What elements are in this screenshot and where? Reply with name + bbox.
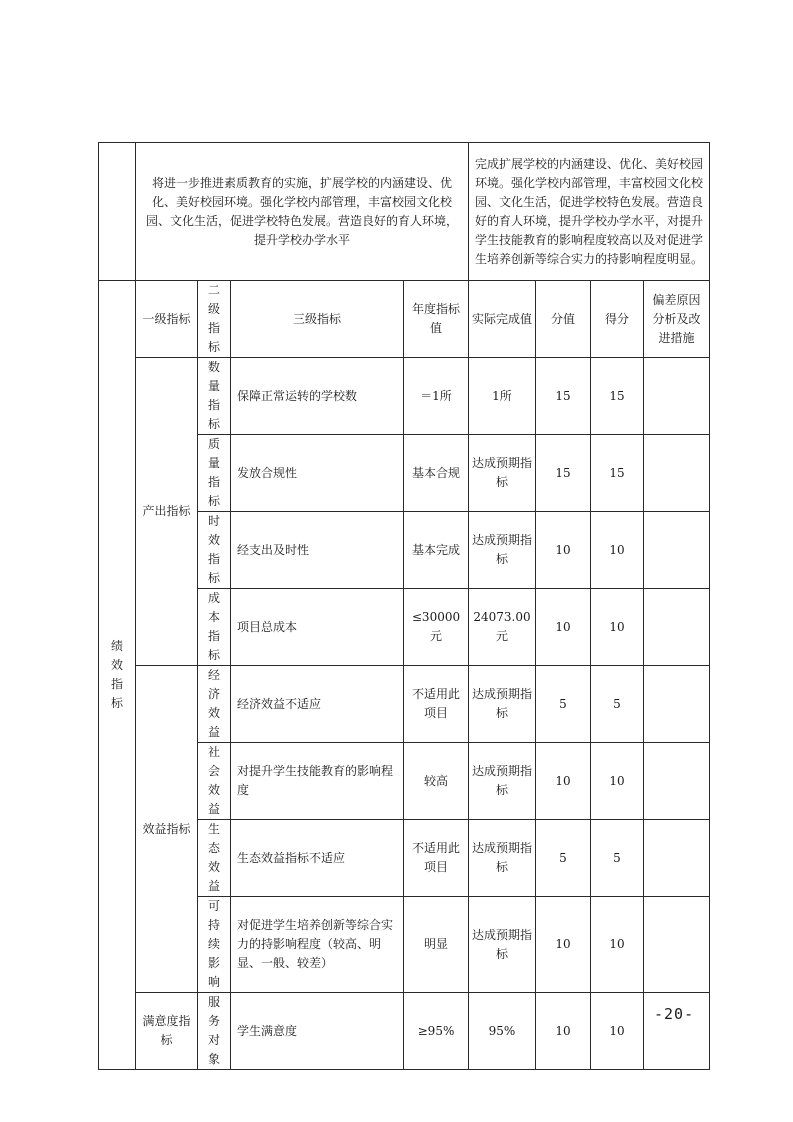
level3-cell: 学生满意度 bbox=[231, 993, 404, 1070]
level1-satisfaction: 满意度指标 bbox=[136, 993, 198, 1070]
level2-cell: 可持续影响 bbox=[198, 897, 231, 993]
header-level1: 一级指标 bbox=[136, 281, 198, 358]
target-cell: ≥95% bbox=[404, 993, 469, 1070]
header-level2: 二级指标 bbox=[198, 281, 231, 358]
target-cell: 较高 bbox=[404, 743, 469, 820]
header-score: 得分 bbox=[591, 281, 644, 358]
deviation-cell bbox=[644, 435, 710, 512]
actual-cell: 达成预期指标 bbox=[469, 512, 536, 589]
planned-goal-cell bbox=[136, 143, 469, 281]
points-cell: 15 bbox=[536, 358, 591, 435]
points-cell: 15 bbox=[536, 435, 591, 512]
header-score-value: 分值 bbox=[536, 281, 591, 358]
header-annual-target: 年度指标值 bbox=[404, 281, 469, 358]
score-cell: 5 bbox=[591, 666, 644, 743]
target-cell: 基本合规 bbox=[404, 435, 469, 512]
header-actual-value: 实际完成值 bbox=[469, 281, 536, 358]
target-cell: 基本完成 bbox=[404, 512, 469, 589]
level2-cell: 社会效益 bbox=[198, 743, 231, 820]
actual-cell: 达成预期指标 bbox=[469, 743, 536, 820]
section-label: 绩效指标 bbox=[111, 639, 124, 710]
goal-row-blank-cell bbox=[99, 143, 136, 281]
actual-cell: 达成预期指标 bbox=[469, 435, 536, 512]
score-cell: 10 bbox=[591, 993, 644, 1070]
page-number: -20- bbox=[654, 1005, 695, 1023]
points-cell: 10 bbox=[536, 589, 591, 666]
points-cell: 5 bbox=[536, 666, 591, 743]
level1-benefit: 效益指标 bbox=[136, 666, 198, 993]
score-cell: 10 bbox=[591, 512, 644, 589]
level2-cell: 生态效益 bbox=[198, 820, 231, 897]
section-label-cell bbox=[99, 281, 136, 1070]
header-level3: 三级指标 bbox=[231, 281, 404, 358]
planned-goal-text: 将进一步推进素质教育的实施，扩展学校的内涵建设、优化、美好校园环境。强化学校内部管理，丰富校园文化校园、文化生活，促进学校特色发展。营造良好的育人环境，提升学校办学水平 bbox=[145, 175, 458, 247]
score-cell: 15 bbox=[591, 435, 644, 512]
target-cell: ＝1所 bbox=[404, 358, 469, 435]
points-cell: 10 bbox=[536, 897, 591, 993]
goal-row bbox=[99, 143, 710, 281]
deviation-cell bbox=[644, 358, 710, 435]
actual-completion-text: 完成扩展学校的内涵建设、优化、美好校园环境。强化学校内部管理，丰富校园文化校园、文化生活，促进学校特色发展。营造良好的育人环境，提升学校办学水平，对提升学生技能教育的影响程度较高以及对促进学生培养创新等综合实力的持影响程度明显。 bbox=[475, 156, 704, 266]
level3-cell: 对提升学生技能教育的影响程度 bbox=[231, 743, 404, 820]
deviation-cell bbox=[644, 897, 710, 993]
actual-cell: 1所 bbox=[469, 358, 536, 435]
actual-cell: 达成预期指标 bbox=[469, 820, 536, 897]
score-cell: 5 bbox=[591, 820, 644, 897]
level3-cell: 对促进学生培养创新等综合实力的持影响程度（较高、明显、一般、较差） bbox=[231, 897, 404, 993]
points-cell: 10 bbox=[536, 512, 591, 589]
level3-cell: 经济效益不适应 bbox=[231, 666, 404, 743]
points-cell: 10 bbox=[536, 743, 591, 820]
points-cell: 5 bbox=[536, 820, 591, 897]
target-cell: 不适用此项目 bbox=[404, 666, 469, 743]
level2-cell: 经济效益 bbox=[198, 666, 231, 743]
actual-cell: 24073.00元 bbox=[469, 589, 536, 666]
deviation-cell bbox=[644, 820, 710, 897]
target-cell: ≤30000元 bbox=[404, 589, 469, 666]
header-deviation: 偏差原因分析及改进措施 bbox=[644, 281, 710, 358]
header-row bbox=[99, 281, 710, 358]
level2-cell: 服务对象 bbox=[198, 993, 231, 1070]
target-cell: 明显 bbox=[404, 897, 469, 993]
score-cell: 10 bbox=[591, 897, 644, 993]
deviation-cell bbox=[644, 666, 710, 743]
actual-cell: 95% bbox=[469, 993, 536, 1070]
level3-cell: 项目总成本 bbox=[231, 589, 404, 666]
deviation-cell bbox=[644, 589, 710, 666]
table-row bbox=[99, 993, 710, 1070]
performance-table bbox=[98, 142, 710, 1070]
level3-cell: 经支出及时性 bbox=[231, 512, 404, 589]
deviation-cell bbox=[644, 743, 710, 820]
table-row bbox=[99, 358, 710, 435]
actual-cell: 达成预期指标 bbox=[469, 666, 536, 743]
level3-cell: 生态效益指标不适应 bbox=[231, 820, 404, 897]
points-cell: 10 bbox=[536, 993, 591, 1070]
level1-output: 产出指标 bbox=[136, 358, 198, 666]
score-cell: 10 bbox=[591, 589, 644, 666]
level2-cell: 数量指标 bbox=[198, 358, 231, 435]
score-cell: 10 bbox=[591, 743, 644, 820]
deviation-cell bbox=[644, 512, 710, 589]
level3-cell: 保障正常运转的学校数 bbox=[231, 358, 404, 435]
actual-completion-cell bbox=[469, 143, 710, 281]
table-row bbox=[99, 666, 710, 743]
target-cell: 不适用此项目 bbox=[404, 820, 469, 897]
actual-cell: 达成预期指标 bbox=[469, 897, 536, 993]
level2-cell: 时效指标 bbox=[198, 512, 231, 589]
level2-cell: 质量指标 bbox=[198, 435, 231, 512]
level3-cell: 发放合规性 bbox=[231, 435, 404, 512]
level2-cell: 成本指标 bbox=[198, 589, 231, 666]
score-cell: 15 bbox=[591, 358, 644, 435]
